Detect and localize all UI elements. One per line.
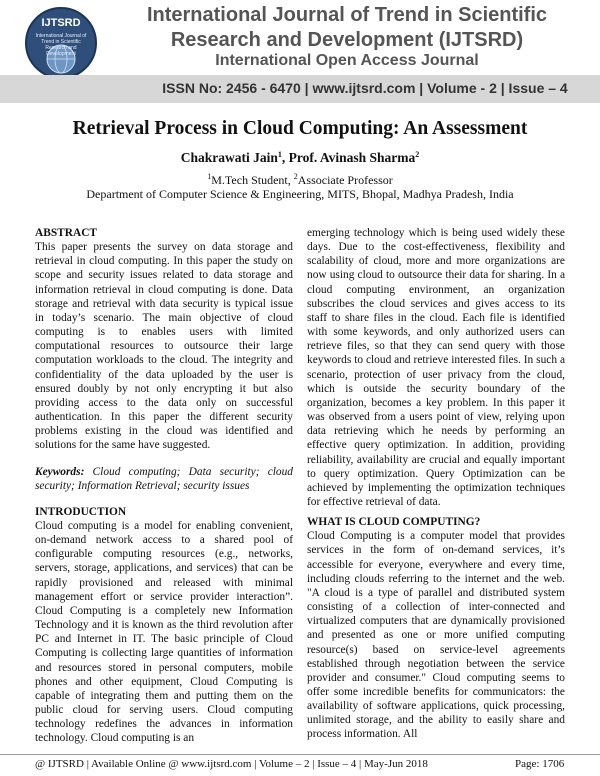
footer-page-number: Page: 1706 bbox=[515, 758, 565, 770]
role-2-sup: 2 bbox=[293, 172, 298, 181]
footer-divider bbox=[0, 754, 600, 755]
journal-title-line2: Research and Development (IJTSRD) bbox=[170, 29, 524, 51]
author-2-sup: 2 bbox=[415, 150, 420, 159]
logo-title: IJTSRD bbox=[41, 17, 81, 29]
author-separator: , bbox=[281, 150, 289, 165]
abstract-text: This paper presents the survey on data storage and retrieval in cloud computing. In this paper the study on scope and security issues related to data storage and information retrieval in cloud computing is done. Data storage and retrieval with data security is typical issue in today’s scenario. The main objective of cloud computing is to enables users with limited computational resources to outsource their large computation workloads to the cloud. The integrity and confidentiality of the data uploaded by the user is ensured doubly by not only encrypting it but also providing access to the data only on successful authentication. In this paper the different security problems existing in the cloud was identified and solutions for the same have suggested. bbox=[35, 241, 293, 452]
right-column bbox=[307, 226, 565, 742]
affiliation-roles bbox=[0, 172, 600, 188]
what-is-heading: WHAT IS CLOUD COMPUTING? bbox=[307, 516, 481, 529]
journal-header bbox=[0, 0, 600, 106]
role-1: M.Tech Student, bbox=[211, 173, 294, 187]
keywords-text: Cloud computing; Data security; cloud security; Information Retrieval; security issues bbox=[35, 465, 293, 492]
logo-subtitle: International Journal of Trend in Scientific Research and Development bbox=[35, 33, 87, 57]
introduction-text: Cloud computing is a model for enabling convenient, on-demand network access to a shared pool of configurable computing resources (e.g., networks, servers, storage, applications, and services) that can be rapidly provisioned and released with minimal management effort or service provider interaction”. Cloud Computing is a completely new Information Technology and it is known as the third revolution after PC and Internet in IT. The basic principle of Cloud Computing is collecting large quantities of information and resources stored in personal computers, mobile phones and other equipment, Cloud Computing is capable of integrating them and putting them on the public cloud for serving users. Cloud computing technology redefines the advances in information technology. Cloud computing is an bbox=[35, 519, 293, 745]
role-1-sup: 1 bbox=[207, 172, 212, 181]
journal-title bbox=[112, 3, 582, 53]
keywords bbox=[35, 465, 293, 493]
journal-subtitle: International Open Access Journal bbox=[215, 52, 479, 69]
affiliation-department: Department of Computer Science & Engineering, MITS, Bhopal, Madhya Pradesh, India bbox=[86, 187, 514, 201]
journal-title-line1: International Journal of Trend in Scientific bbox=[146, 4, 548, 26]
journal-logo bbox=[25, 7, 97, 79]
author-1: Chakrawati Jain bbox=[180, 150, 278, 165]
issn-bar bbox=[0, 75, 600, 103]
footer-text: @ IJTSRD | Available Online @ www.ijtsrd.com | Volume – 2 | Issue – 4 | May-Jun 2018 bbox=[35, 758, 428, 770]
left-column bbox=[35, 226, 293, 745]
author-1-sup: 1 bbox=[277, 150, 282, 159]
paper-authors bbox=[0, 150, 600, 166]
paper-title: Retrieval Process in Cloud Computing: An Assessment bbox=[72, 118, 528, 139]
issn-text: ISSN No: 2456 - 6470 | www.ijtsrd.com | Volume - 2 | Issue – 4 bbox=[162, 80, 568, 96]
what-is-text: Cloud Computing is a computer model that provides services in the form of on-demand services, it’s accessible for everyone, everywhere and every time, including clouds referring to the internet and the web. "A cloud is a type of parallel and distributed system consisting of a collection of inter-connected and virtualized computers that are dynamically provisioned and presented as one or more unified computing resource(s) based on service-level agreements established through negotiation between the service provider and consumer." Cloud computing seems to offer some incredible benefits for communicators: the availability of software applications, quick processing, unlimited storage, and the ability to easily share and process information. All bbox=[307, 530, 565, 741]
abstract-heading: ABSTRACT bbox=[35, 227, 98, 239]
role-2: Associate Professor bbox=[297, 173, 393, 187]
keywords-label: Keywords: bbox=[35, 465, 85, 478]
author-2: Prof. Avinash Sharma bbox=[288, 150, 416, 165]
introduction-continued: emerging technology which is being used widely these days. Due to the cost-effectiveness, flexibility and scalability of cloud, more and more organizations are now using cloud to outsource their data for sharing. In a cloud computing environment, an organization subscribes the cloud services and gives access to its staff to share files in the cloud. Each file is identified with some keywords, and only authorized users can retrieve files, so that they can send query with those keywords to cloud and retrieve interested files. In such a scenario, protection of user privacy from the cloud, which is outside the security boundary of the organization, becomes a key problem. In this paper it was observed from a users point of view, relying upon data retrieving which he needs by performing an effective query optimization. In addition, providing reliability, availability are crucial and equally important to query optimization. Query Optimization can be achieved by implementing the optimization techniques for effective retrieval of data. bbox=[307, 227, 565, 508]
introduction-heading: INTRODUCTION bbox=[35, 505, 127, 518]
